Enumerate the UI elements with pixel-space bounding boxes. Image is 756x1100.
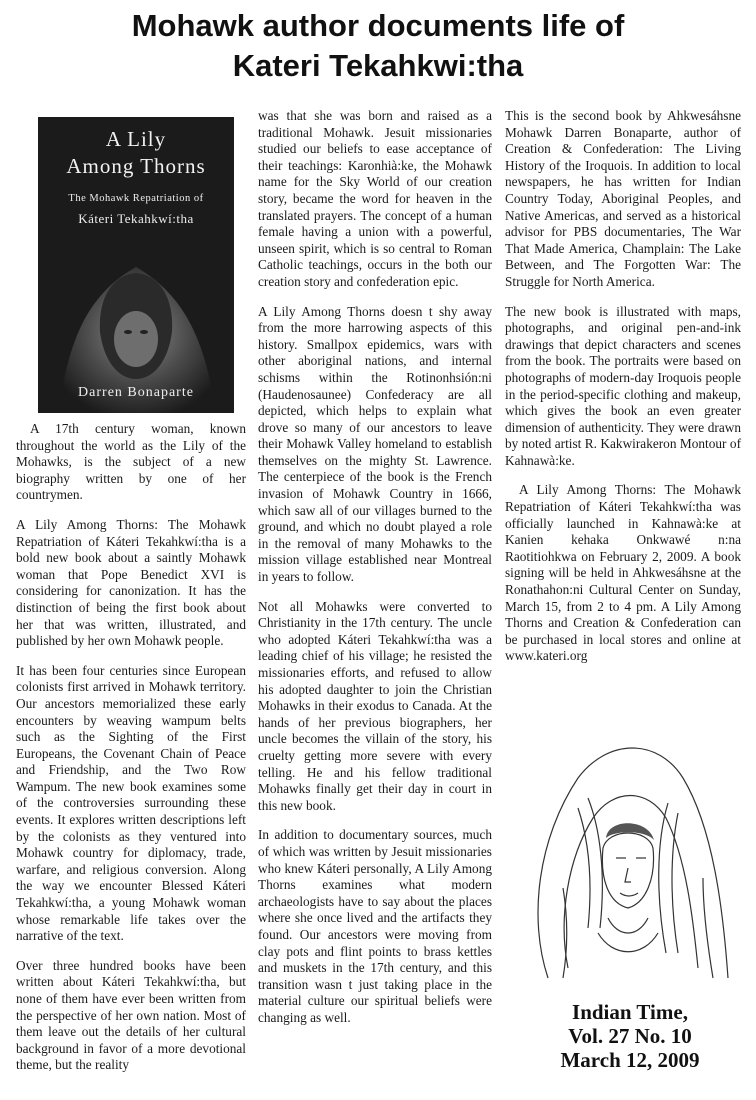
cover-subtitle-line-1: The Mohawk Repatriation of <box>68 193 204 204</box>
paragraph: Over three hundred books have been written about Káteri Tekahkwí:tha, but none of them have ever been written from the perspective of her own nation. Most of them leave out the details of her cultural background in favor of a more devotional theme, but the reality <box>16 957 246 1073</box>
paragraph: It has been four centuries since European colonists first arrived in Mohawk territory. Our ancestors memorialized these early encounters by weaving wampum belts such as the Sighting of the First Europeans, the Covenant Chain of Peace and Friendship, and the Two Row Wampum. The new book examines some of the controversies surrounding these events. It explores written descriptions left by the colonists as they ventured into Mohawk country for diplomacy, trade, warfare, and religious conversion. Along the way we encounter Blessed Káteri Tekahkwí:tha, a young Mohawk woman whose remarkable life takes over the narrative of the text. <box>16 662 246 944</box>
portrait-illustration <box>508 718 738 988</box>
caption-line-1: Indian Time, <box>572 1000 688 1024</box>
article-column-1 <box>16 421 246 1087</box>
paragraph: This is the second book by Ahkwesáhsne Mohawk Darren Bonaparte, author of Creation & Confederation: The Living History of the Iroquois. In addition to local newspapers, he has written for Indian Country Today, Aboriginal Peoples, and Native Americas, and served as a historical advisor for PBS documentaries, The War That Made America, Champlain: The Lake Between, and The Forgotten War: The Struggle for North America. <box>505 108 741 289</box>
article-column-2 <box>258 108 492 1039</box>
headline-line-2: Kateri Tekahkwi:tha <box>232 48 524 83</box>
caption-line-2: Vol. 27 No. 10 <box>568 1024 692 1048</box>
cover-author: Darren Bonaparte <box>78 385 194 400</box>
paragraph: Not all Mohawks were converted to Christianity in the 17th century. The uncle who adopted Káteri Tekahkwí:tha was a leading chief of his village; he resisted the missionaries efforts, and refused to allow his adopted daughter to join the Christian Mohawks in their exodus to Canada. At the hands of her previous biographers, her uncle becomes the villain of the story, his cruelty getting more severe with every telling. He and his fellow traditional Mohawks finally get their day in court in this new book. <box>258 598 492 813</box>
cover-subtitle-line-2: Káteri Tekahkwí:tha <box>78 211 194 226</box>
paragraph: The new book is illustrated with maps, photographs, and original pen-and-ink drawings that depict characters and scenes from the book. The portraits were based on photographs of modern-day Iroquois people in the period-specific clothing and makeup, which gives the book an even greater dimension of authenticity. They were drawn by noted artist R. Kakwirakeron Montour of Kahnawà:ke. <box>505 303 741 468</box>
cover-title-line-1: A Lily <box>105 127 167 151</box>
caption-line-3: March 12, 2009 <box>560 1048 700 1072</box>
paragraph: A Lily Among Thorns doesn t shy away from the more harrowing aspects of this history. Smallpox epidemics, wars with other aboriginal nations, and internal schisms within the Rotinonhsión:ni (Haudenosaunee) Confederacy are all depicted, which helps to explain what drove so many of our ancestors to leave their Mohawk Valley homeland to establish themselves on the mighty St. Lawrence. The centerpiece of the book is the French invasion of Mohawk Country in 1666, which saw all of our villages burned to the ground, and which no doubt played a role in the removal of many Mohawks to the mission village established near Montreal in years to follow. <box>258 303 492 585</box>
publication-caption <box>520 1000 740 1072</box>
headline <box>0 6 756 86</box>
paragraph: was that she was born and raised as a traditional Mohawk. Jesuit missionaries studied our beliefs to ease acceptance of their teachings: Karonhià:ke, the Mohawk name for the Sky World of our creation story, became the word for heaven in the translated prayers. The concept of a human female having a union with a powerful, unseen spirit, which is so central to Roman Catholic teachings, occurs in the both our creation story and confederation epic. <box>258 108 492 289</box>
paragraph: A Lily Among Thorns: The Mohawk Repatriation of Káteri Tekahkwí:tha was officially launched in Kahnawà:ke at Kanien kehaka Onkwawé n:na Raotitiohkwa on February 2, 2009. A book signing will be held in Ahkwesáhsne at the Ronathahon:ni Cultural Center on Sunday, March 15, from 2 to 4 pm. A Lily Among Thorns and Creation & Confederation can be purchased in local stores and online at www.kateri.org <box>505 482 741 664</box>
book-cover-image <box>38 117 234 413</box>
paragraph: A 17th century woman, known throughout the world as the Lily of the Mohawks, is the subject of a new biography written by one of her countrymen. <box>16 421 246 503</box>
paragraph: In addition to documentary sources, much of which was written by Jesuit missionaries who knew Káteri personally, A Lily Among Thorns examines what modern archaeologists have to say about the places where she once lived and the artifacts they found. Our ancestors were moving from clay pots and flint points to brass kettles and muskets in the 17th century, and this transition wasn t just taking place in the material culture our spiritual beliefs were changing as well. <box>258 827 492 1025</box>
headline-line-1: Mohawk author documents life of <box>131 8 625 43</box>
cover-title-line-2: Among Thorns <box>66 154 206 178</box>
article-column-3 <box>505 108 741 678</box>
paragraph: A Lily Among Thorns: The Mohawk Repatriation of Káteri Tekahkwí:tha is a bold new book about a saintly Mohawk woman that Pope Benedict XVI is considering for canonization. It has the distinction of being the first book about her that was written, illustrated, and published by her own Mohawk people. <box>16 516 246 649</box>
